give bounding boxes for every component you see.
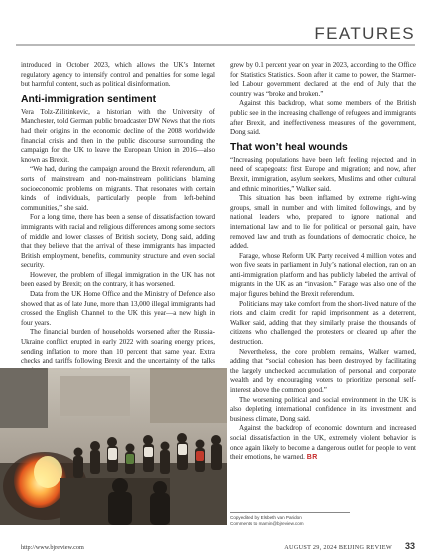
body-paragraph: Politicians may take comfort from the short-lived nature of the riots and claim credit for rapid imprisonment as a deterrent, Walker said, adding that they similarly praise the thousands of citizens who challenged the protesters or cleared up after the destruction. [230, 299, 416, 347]
page-header [0, 0, 427, 52]
end-mark: BR [306, 454, 318, 462]
body-paragraph: “We had, during the campaign around the Brexit referendum, all sorts of mainstream and non-mainstream politicians blaming socioeconomic problems on migrants. That resonates with certain kinds of individuals, particularly people from left-behind communities,” she said. [21, 165, 215, 212]
header-rule [16, 44, 415, 46]
section-label: FEATURES [314, 24, 415, 43]
caption-rule [230, 512, 350, 513]
riot-photo-image [0, 368, 227, 525]
footer-issue: AUGUST 29, 2024 BEIJING REVIEW [284, 544, 392, 551]
copyedit-credit: Copyedited by Elsbeth van Paridon [230, 515, 302, 520]
right-column [230, 61, 416, 463]
section-heading-wont-heal: That won’t heal wounds [230, 141, 348, 153]
editor-credit [230, 515, 416, 527]
body-paragraph: Nevertheless, the core problem remains, Walker warned, adding that “social cohesion has been destroyed by facilitating the largely unchecked accumulation of personal and corporate wealth and by encouraging voters to prioritize personal self-interest above the common good.” [230, 347, 416, 394]
body-paragraph-final [230, 424, 416, 462]
body-text: The financial burden of households worsened after the Russia-Ukraine conflict erupted in early 2022 with soaring energy prices, sending inflation to more than 10 percent that same year. Extra checks and tariffs following Brexit and the uncertainty of the talks [21, 328, 215, 366]
page-number: 33 [404, 541, 415, 551]
intro-paragraph: introduced in October 2023, which allows the UK’s Internet regulatory agency to intensify control and penalties for some legal but harmful content, such as political disinformation. [21, 61, 215, 89]
body-paragraph: grew by 0.1 percent year on year in 2023, according to the Office for Statistics Statistics. Soon after it came to power, the Starmer-led Labour government declared at the end of July that the country was “broke and broken.” [230, 61, 416, 98]
body-paragraph: The worsening political and social environment in the UK is also depleting international confidence in its investment and business climate, Dong said. [230, 395, 416, 423]
footer-url-link[interactable]: http://www.bjreview.com [21, 544, 84, 551]
body-paragraph: “Increasing populations have been left feeling rejected and in need of scapegoats: first Europe and migration; and now, after Brexit, immigration, asylum seekers, Muslims and other cultural and ethnic minorities,” Walker said. [230, 155, 416, 193]
comments-contact: Comments to mamin@bjreview.com [230, 521, 304, 526]
body-paragraph: However, the problem of illegal immigration in the UK has not been eased by Brexit; on the contrary, it has worsened. [21, 270, 215, 289]
body-paragraph: Against this backdrop, what some members of the British public see in the increasing challenge of refugees and immigrants after Brexit, and ineffectiveness measures of the government, Dong said. [230, 99, 416, 137]
body-paragraph: Farage, whose Reform UK Party received 4 million votes and won five seats in parliament in July’s national election, ran on an anti-immigration platform and has publicly labeled the arrival of migrants in the UK as an “invasion.” Farage was also one of the major figures behind the Brexit referendum. [230, 251, 416, 299]
riot-photo [0, 368, 227, 525]
body-paragraph: Vera Tolz-Zilitinkevic, a historian with the University of Manchester, told German public broadcaster DW News that the riots had their origins in the economic decline of the 2008 worldwide financial crisis and then in the public discourse surrounding the campaign for the UK to leave the European Union in 2016—also known as Brexit. [21, 107, 215, 164]
body-paragraph: For a long time, there has been a sense of dissatisfaction toward immigrants with racial and religious differences among some sectors of middle and lower classes of British society, Dong said, adding that they believe that the arrival of these immigrants has impacted British employment, benefits, community structure and even social security. [21, 213, 215, 270]
body-paragraph: Data from the UK Home Office and the Ministry of Defence also showed that as of late June, more than 13,000 illegal immigrants had crossed the English Channel to the UK this year—a new high in four years. [21, 290, 215, 327]
section-heading-anti-immigration: Anti-immigration sentiment [21, 93, 157, 105]
page-footer [0, 540, 427, 554]
body-paragraph: This situation has been inflamed by extreme right-wing groups, small in number and with limited followings, and by national leaders who, prepared to ignore national and international law and to lie for political or personal gain, have removed law and truth as foundations of democratic choice, he added. [230, 194, 416, 251]
body-text: Against the backdrop of economic downturn and increased social dissatisfaction in the UK, extremely violent behavior is once again likely to become a dangerous outlet for people to vent their emotions, he warned. [230, 424, 416, 462]
